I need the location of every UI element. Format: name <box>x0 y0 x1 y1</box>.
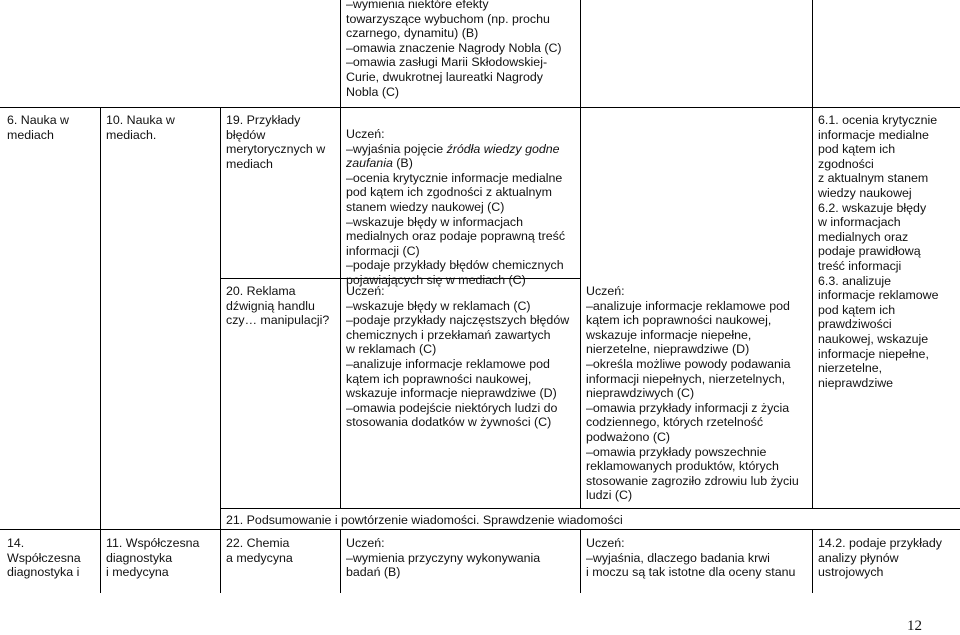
curriculum-requirements-cell <box>818 113 958 390</box>
text-line: czarnego, dynamitu) (B) <box>346 26 479 41</box>
text-line: –podaje przykłady najczęstszych błędów <box>346 313 570 328</box>
text-line <box>346 142 578 157</box>
text-line: Współczesna <box>7 550 81 565</box>
text-line: czy… manipulacji? <box>226 313 330 328</box>
text-line: 21. Podsumowanie i powtórzenie wiadomości. Sprawdzenie wiadomości <box>226 513 623 527</box>
lesson-20-title <box>226 284 338 328</box>
text-line: 19. Przykłady <box>226 113 301 127</box>
text-line: –ocenia krytycznie informacje medialne <box>346 170 563 185</box>
text-line <box>346 156 578 171</box>
text-line: badań (B) <box>346 565 401 580</box>
text-line: –analizuje informacje reklamowe pod <box>586 298 790 313</box>
text-line: 6.3. analizuje <box>818 273 892 288</box>
table-border-c3b <box>340 529 341 593</box>
text-line: zgodności <box>818 156 874 171</box>
term-emphasis: zaufania <box>346 156 393 171</box>
text-line: w reklamach (C) <box>346 342 437 357</box>
curriculum-requirements-cell <box>818 536 958 580</box>
text-line: diagnostyka <box>106 550 173 565</box>
table-border-summary-top <box>220 508 960 509</box>
text-line: chemicznych i przekłamań zawartych <box>346 327 551 342</box>
text-line: pod kątem ich <box>818 142 896 157</box>
text-span: (B) <box>392 156 413 171</box>
text-line: –podaje przykłady błędów chemicznych <box>346 258 564 273</box>
text-line: podważono (C) <box>586 429 671 444</box>
text-line: Curie, dwukrotnej laureatki Nagrody <box>346 69 543 84</box>
lesson-19-requirements <box>346 127 578 288</box>
text-line: –omawia przykłady informacji z życia <box>586 400 790 415</box>
text-line: 10. Nauka w <box>106 113 175 127</box>
text-line: stosowanie zagroziło zdrowiu lub życiu <box>586 473 799 488</box>
lesson-22-requirements <box>346 536 578 580</box>
table-border-c3 <box>340 0 341 508</box>
text-line: ludzi (C) <box>586 488 633 503</box>
text-line: codziennego, których rzetelność <box>586 415 764 430</box>
text-line: informacji (C) <box>346 243 420 258</box>
text-line: wskazuje informacje nieprawdziwe (D) <box>346 386 557 401</box>
table-border-c4 <box>580 0 581 508</box>
text-line: i moczu są tak istotne dla oceny stanu <box>586 565 796 580</box>
lesson-20-requirements <box>346 284 578 430</box>
unit-title-cell <box>106 536 218 580</box>
table-border-c5 <box>812 0 813 508</box>
text-line: wiedzy naukowej <box>818 185 912 200</box>
text-line: a medycyna <box>226 550 293 565</box>
text-line: 22. Chemia <box>226 536 290 550</box>
table-border-c1 <box>100 107 101 593</box>
text-line: w informacjach <box>818 215 901 230</box>
text-line: Uczeń: <box>346 284 385 298</box>
text-line: treść informacji <box>818 258 902 273</box>
text-line: Uczeń: <box>586 284 625 298</box>
text-line: pod kątem ich zgodności z aktualnym <box>346 185 552 200</box>
text-line: kątem ich poprawności naukowej, <box>586 313 772 328</box>
text-line: –określa możliwe powody podawania <box>586 356 791 371</box>
text-line: –wyjaśnia, dlaczego badania krwi <box>586 550 770 565</box>
section-title-cell <box>7 536 99 580</box>
text-line: diagnostyka i <box>7 565 80 580</box>
text-line: medialnych oraz podaje poprawną treść <box>346 229 566 244</box>
text-line: 6. Nauka w <box>7 113 69 127</box>
text-line: Uczeń: <box>346 536 385 550</box>
text-line: informacje niepełne, <box>818 346 929 361</box>
text-line: analizy płynów <box>818 550 899 565</box>
term-emphasis: źródła wiedzy godne <box>446 141 560 156</box>
text-line: –omawia zasługi Marii Skłodowskiej- <box>346 55 548 70</box>
text-line: dźwignią handlu <box>226 298 315 313</box>
text-line: i medycyna <box>106 565 169 580</box>
table-border-row6-top <box>0 107 960 108</box>
text-line: nierzetelne, <box>818 361 883 376</box>
text-line: 14.2. podaje przykłady <box>818 536 942 550</box>
text-line: informacje medialne <box>818 127 929 142</box>
text-line: –omawia znaczenie Nagrody Nobla (C) <box>346 40 562 55</box>
text-line: reklamowanych produktów, których <box>586 459 779 474</box>
text-span: –wyjaśnia pojęcie <box>346 141 447 156</box>
text-line: –wskazuje błędy w reklamach (C) <box>346 298 531 313</box>
text-line: 6.1. ocenia krytycznie <box>818 113 938 127</box>
text-line: naukowej, wskazuje <box>818 331 929 346</box>
top-requirements-cell <box>346 0 578 99</box>
table-border-row14-top <box>0 529 960 530</box>
text-line: 11. Współczesna <box>106 536 200 550</box>
table-border-c2 <box>220 107 221 593</box>
text-line: podaje prawidłową <box>818 244 921 259</box>
text-line: towarzyszące wybuchom (np. prochu <box>346 11 550 26</box>
text-line: Nobla (C) <box>346 84 400 99</box>
unit-title-cell <box>106 113 218 142</box>
text-line: pojawiających się w mediach (C) <box>346 272 526 287</box>
lesson-19-title <box>226 113 338 171</box>
text-line: mediach. <box>106 127 157 142</box>
text-line: Uczeń: <box>346 127 385 141</box>
text-line: –analizuje informacje reklamowe pod <box>346 356 550 371</box>
page-number: 12 <box>907 618 922 634</box>
text-line: Uczeń: <box>586 536 625 550</box>
text-line: –omawia przykłady powszechnie <box>586 444 767 459</box>
text-line: ustrojowych <box>818 565 884 580</box>
text-line: –wymienia przyczyny wykonywania <box>346 550 541 565</box>
text-line: prawdziwości <box>818 317 892 332</box>
lesson-22-extended-requirements <box>586 536 810 580</box>
lesson-22-title <box>226 536 338 565</box>
text-line: stanem wiedzy naukowej (C) <box>346 199 505 214</box>
text-line: informacji niepełnych, nierzetelnych, <box>586 371 786 386</box>
text-line: mediach <box>226 156 273 171</box>
text-line: –wymienia niektóre efekty <box>346 0 489 11</box>
section-title-cell <box>7 113 99 142</box>
text-line: merytorycznych w <box>226 142 326 157</box>
text-line: pod kątem ich <box>818 302 896 317</box>
text-line: nieprawdziwych (C) <box>586 386 695 401</box>
text-line: 20. Reklama <box>226 284 296 298</box>
text-line: medialnych oraz <box>818 229 909 244</box>
summary-lesson-row <box>226 513 806 528</box>
text-line: mediach <box>7 127 54 142</box>
text-line: informacje reklamowe <box>818 288 939 303</box>
text-line: kątem ich poprawności naukowej, <box>346 371 532 386</box>
text-line: 14. <box>7 536 25 550</box>
text-line: nieprawdziwe <box>818 375 894 390</box>
table-border-c5b <box>812 529 813 593</box>
text-line: –omawia podejście niektórych ludzi do <box>346 400 558 415</box>
text-line: stosowania dodatków w żywności (C) <box>346 415 552 430</box>
table-border-c4b <box>580 529 581 593</box>
text-line: nierzetelne, nieprawdziwe (D) <box>586 342 750 357</box>
text-line: 6.2. wskazuje błędy <box>818 200 927 215</box>
text-line: błędów <box>226 127 266 142</box>
text-line: –wskazuje błędy w informacjach <box>346 214 523 229</box>
extended-requirements-cell <box>586 284 810 503</box>
text-line: z aktualnym stanem <box>818 171 929 186</box>
text-line: wskazuje informacje niepełne, <box>586 327 752 342</box>
